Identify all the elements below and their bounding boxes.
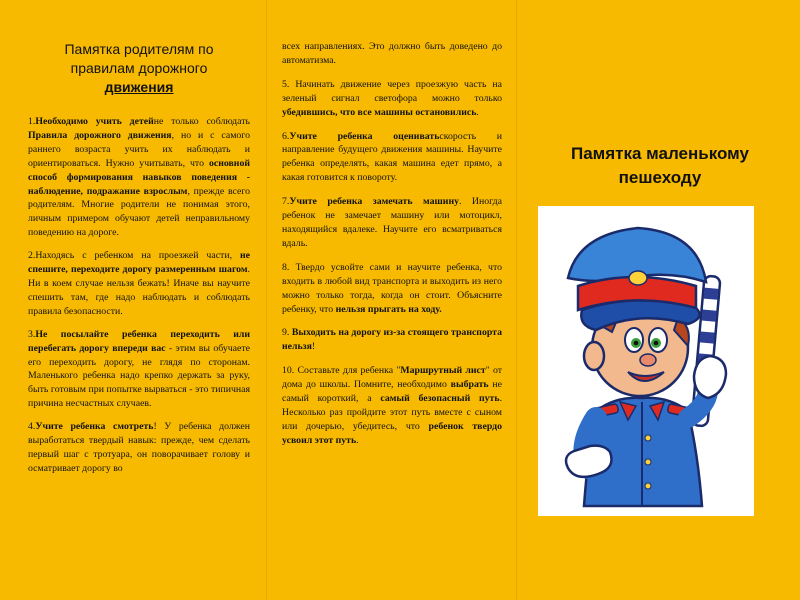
emphasis-text: Правила дорожного движения xyxy=(28,129,172,141)
body-text: - этим вы обучаете его переходить дорогу, не глядя по сторонам. Маленького ребенка надо крепко держать за руку, быть готовым при попытке вырваться - это типичная причина несчастных случаев. xyxy=(28,342,251,410)
emphasis-text: самый безопасный путь xyxy=(380,393,500,405)
rule-9-paragraph xyxy=(282,326,502,354)
emphasis-text: Учите ребенка оценивать xyxy=(289,130,440,142)
emphasis-text: ребенок твердо усвоил этот путь xyxy=(282,420,502,446)
policeman-boy-drawing xyxy=(538,206,754,516)
body-text: 6. xyxy=(282,130,290,142)
body-text: , прежде всего родителям. Многие родители не понимая этого, личным примером обучают детей неправильному поведению на дороге. xyxy=(28,185,251,239)
body-text: 5. Начинать движение через проезжую часть на зеленый сигнал светофора можно только xyxy=(282,78,502,104)
body-text: всех направлениях. Это должно быть доведено до автоматизма. xyxy=(282,41,502,66)
parents-memo-column xyxy=(0,0,262,600)
rule-3-paragraph xyxy=(28,328,250,411)
body-text: ! xyxy=(311,341,316,353)
cover-column xyxy=(520,0,800,600)
rule-8-paragraph xyxy=(282,261,502,317)
body-text: . Иногда ребенок не замечает машину или мотоцикл, находящийся вдалеке. Научите его всматриваться вдаль. xyxy=(282,196,503,249)
emphasis-text: не спешите, переходите дорогу размеренным шагом xyxy=(28,250,250,276)
emphasis-text: Учите ребенка замечать машину xyxy=(289,196,459,208)
emphasis-text: убедившись, что все машины остановились xyxy=(282,106,477,118)
body-text: 10. Составьте для ребенка " xyxy=(282,365,401,377)
emphasis-text: Не посылайте ребенка переходить или перебегать дорогу впереди вас xyxy=(28,328,250,354)
emphasis-text: нельзя прыгать на ходу. xyxy=(335,303,442,315)
emphasis-text: Выходить на дорогу из-за стоящего транспорта нельзя xyxy=(282,327,502,353)
body-text: 3. xyxy=(28,328,36,340)
traffic-policeman-boy-illustration xyxy=(538,206,754,516)
body-text: . xyxy=(476,106,479,118)
body-text: 2.Находясь с ребенком на проезжей части, xyxy=(28,250,240,262)
emphasis-text: основной способ формирования навыков поведения - наблюдение, подражание взрослым xyxy=(28,157,250,197)
parents-memo-title: Памятка родителям по правилам дорожного движения xyxy=(64,41,214,95)
body-text: скорость и направление будущего движения машины. Научите ребенка определять, какая машина едет прямо, а какая готовится к повороту. xyxy=(282,130,503,184)
rule-5-paragraph xyxy=(282,78,502,120)
body-text: ! У ребенка должен выработаться твердый навык: прежде, чем сделать первый шаг с тротуара, он поворачивает голову и осматривает дорогу во xyxy=(28,421,250,474)
rule-4-continued-paragraph xyxy=(282,40,502,68)
body-text: 1. xyxy=(28,116,36,127)
body-text: " от дома до школы. Помните, необходимо xyxy=(282,365,503,391)
body-text: не только соблюдать xyxy=(153,116,250,127)
body-text: , но и с самого раннего возраста учить их наблюдать и ориентироваться. Нужно учитывать, что xyxy=(28,129,250,169)
rule-7-paragraph xyxy=(282,195,502,251)
body-text: . Несколько раз пройдите этот путь вместе с сыном или дочерью, убедитесь, что xyxy=(282,393,503,432)
rule-2-paragraph xyxy=(28,249,250,319)
rule-4-paragraph xyxy=(28,420,250,476)
fold-line-left xyxy=(266,0,267,600)
body-text: 7. xyxy=(282,196,290,208)
body-text: 8. Твердо усвойте сами и научите ребенка, что входить в любой вид транспорта и выходить из него можно только тогда, когда он стоит. Объясните ребенку, что xyxy=(282,261,502,315)
rule-6-paragraph xyxy=(282,130,502,186)
body-text: 9. xyxy=(282,327,292,339)
fold-line-right xyxy=(516,0,517,600)
body-text: . Ни в коем случае нельзя бежать! Иначе вы научите спешить там, где надо наблюдать и соблюдать правила безопасности. xyxy=(28,264,250,317)
emphasis-text: Необходимо учить детей xyxy=(35,116,154,127)
body-text: 4. xyxy=(28,421,36,433)
body-text: . xyxy=(356,434,359,446)
emphasis-text: Маршрутный лист xyxy=(400,365,486,377)
rules-continued-column xyxy=(270,0,512,600)
emphasis-text: выбрать xyxy=(450,379,489,391)
body-text: не самый короткий, а xyxy=(282,379,502,405)
emphasis-text: Учите ребенка смотреть xyxy=(35,421,154,433)
rule-10-paragraph xyxy=(282,364,502,447)
cover-title: Памятка маленькому пешеходу xyxy=(571,144,749,187)
rule-1-paragraph xyxy=(28,115,250,240)
